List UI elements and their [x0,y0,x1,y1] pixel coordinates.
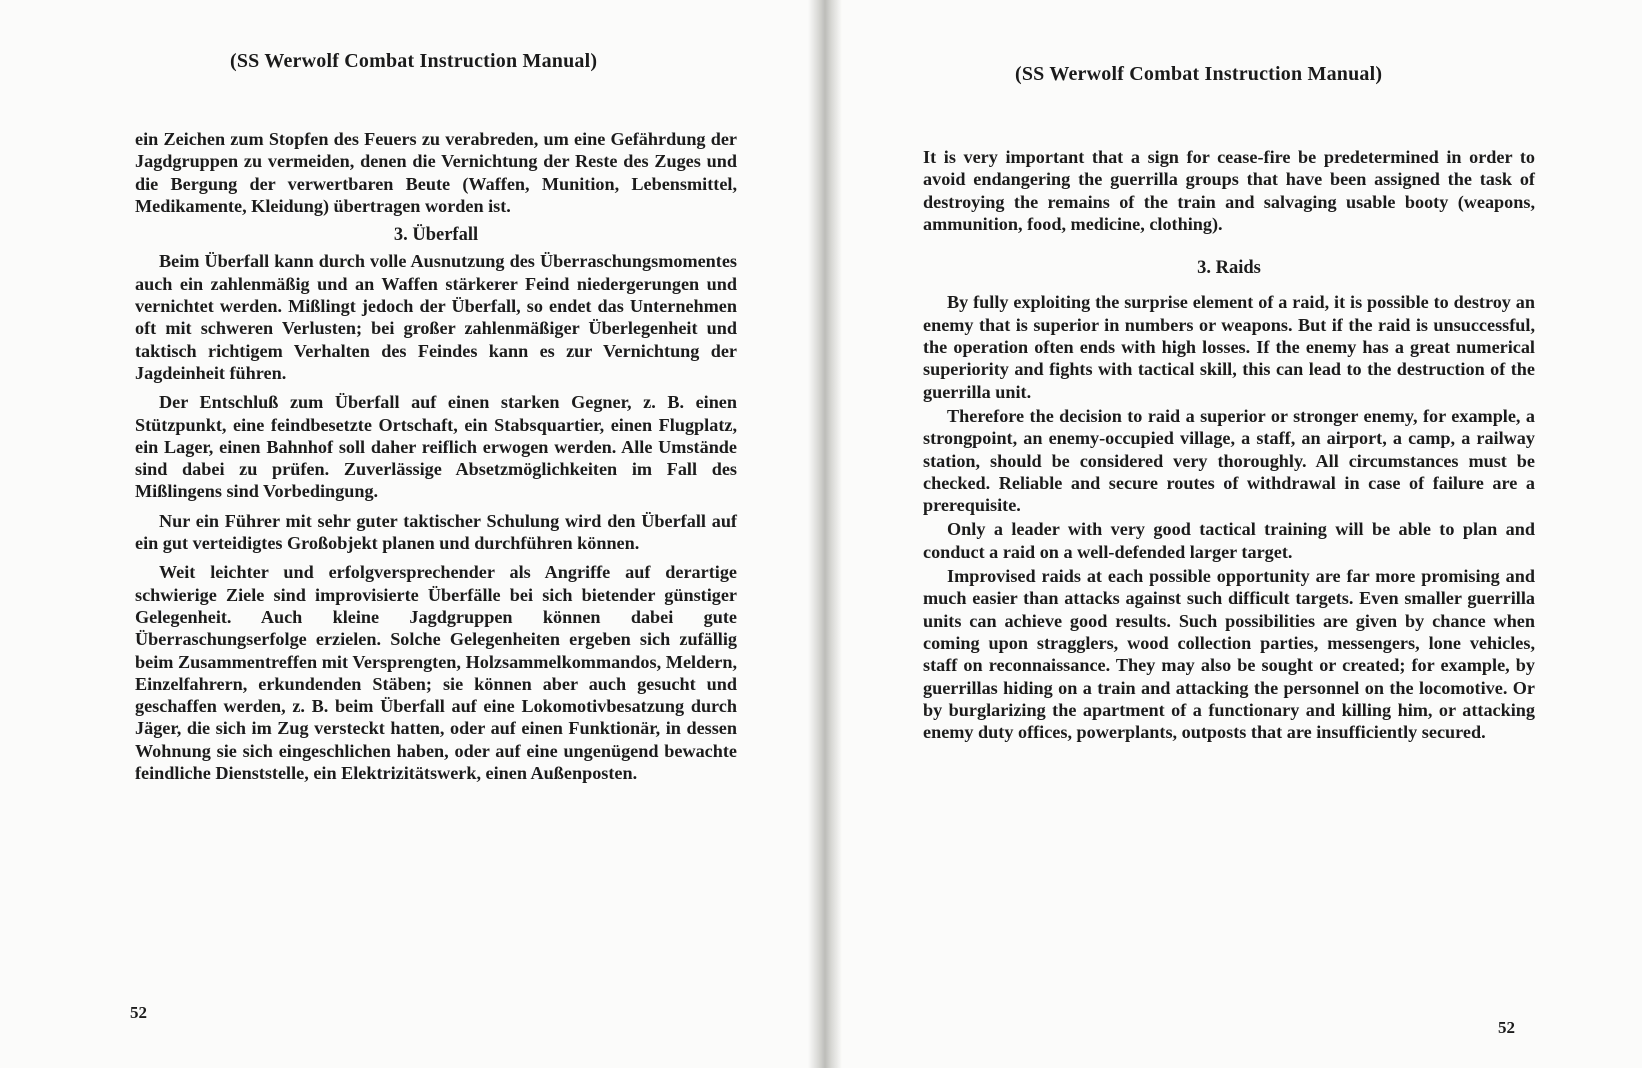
right-page [820,0,1642,1068]
right-section-heading: 3. Raids [1197,258,1261,279]
left-paragraph-2: Beim Überfall kann durch volle Ausnutzung des Überraschungsmomentes auch ein zahlenmäßig und an Waffen stärkerer Feind niedergerungen und vernichtet werden. Mißlingt jedoch der Überfall, so endet das Unternehmen oft mit schweren Verlusten; bei großer zahlenmäßiger Überlegenheit und taktisch richtigem Verhalten des Feindes kann es zur Vernichtung der Jagdeinheit führen. [135,251,737,383]
right-running-head: (SS Werwolf Combat Instruction Manual) [1015,63,1383,85]
right-paragraph-1: It is very important that a sign for cease-fire be predetermined in order to avoid endangering the guerrilla groups that have been assigned the task of destroying the remains of the train and salvaging usable booty (weapons, ammunition, food, medicine, clothing). [923,147,1535,234]
left-paragraph-3: Der Entschluß zum Überfall auf einen starken Gegner, z. B. einen Stützpunkt, eine feindbesetzte Ortschaft, ein Stabsquartier, einen Flugplatz, ein Lager, einen Bahnhof soll daher reiflich erwogen werden. Alle Umstände sind dabei zu prüfen. Zuverlässige Absetzmöglichkeiten im Fall des Mißlingens sind Vorbedingung. [135,392,737,502]
left-section-heading: 3. Überfall [393,225,479,246]
left-paragraph-1: ein Zeichen zum Stopfen des Feuers zu verabreden, um eine Gefährdung der Jagdgruppen zu vermeiden, denen die Vernichtung der Reste des Zuges und die Bergung der verwertbaren Beute (Waffen, Munition, Lebensmittel, Medikamente, Kleidung) übertragen worden ist. [135,129,737,216]
left-running-head: (SS Werwolf Combat Instruction Manual) [230,50,598,72]
book-gutter [808,0,842,1068]
right-page-number: 52 [1498,1018,1515,1037]
right-paragraph-4: Only a leader with very good tactical training will be able to plan and conduct a raid on a well-defended larger target. [923,519,1535,562]
right-paragraph-3: Therefore the decision to raid a superior or stronger enemy, for example, a strongpoint, an enemy-occupied village, a staff, an airport, a camp, a railway station, should be considered very thoroughly. All circumstances must be checked. Reliable and secure routes of withdrawal in case of failure are a prerequisite. [923,405,1535,516]
left-page [0,0,820,1068]
left-text-block [135,128,737,791]
left-paragraph-5: Weit leichter und erfolgversprechender als Angriffe auf derartige schwierige Ziele sind improvisierte Überfälle bei sich bietender günstiger Gelegenheit. Auch kleine Jagdgruppen können dabei gute Überraschungserfolge erzielen. Solche Gelegenheiten ergeben sich zufällig beim Zusammentreffen mit Versprengten, Holzsammelkommandos, Meldern, Einzelfahrern, erkundenden Stäben; sie können aber auch gesucht und geschaffen werden, z. B. beim Überfall auf eine Lokomotivbesatzung durch Jäger, die sich im Zug versteckt hatten, oder auf einen Funktionär, in dessen Wohnung sie sich eingeschlichen haben, oder auf eine ungenügend bewachte feindliche Dienststelle, ein Elektrizitätswerk, einen Außenposten. [135,562,737,784]
right-paragraph-5: Improvised raids at each possible opportunity are far more promising and much easier than attacks against such difficult targets. Even smaller guerrilla units can achieve good results. Such possibilities are given by chance when coming upon stragglers, wood collection parties, messengers, lone vehicles, staff on reconnaissance. They may also be sought or created; for example, by guerrillas hiding on a train and attacking the personnel on the locomotive. Or by burglarizing the apartment of a functionary and killing him, or attacking enemy duty offices, powerplants, outposts that are insufficiently secured. [923,566,1535,743]
left-page-number: 52 [130,1003,147,1022]
right-paragraph-2: By fully exploiting the surprise element of a raid, it is possible to destroy an enemy that is superior in numbers or weapons. But if the raid is unsuccessful, the operation often ends with high losses. If the enemy has a great numerical superiority and fights with tactical skill, this can lead to the destruction of the guerrilla unit. [923,292,1535,402]
left-paragraph-4: Nur ein Führer mit sehr guter taktischer Schulung wird den Überfall auf ein gut verteidigtes Großobjekt planen und durchführen können. [135,510,737,554]
right-text-block [923,146,1535,745]
